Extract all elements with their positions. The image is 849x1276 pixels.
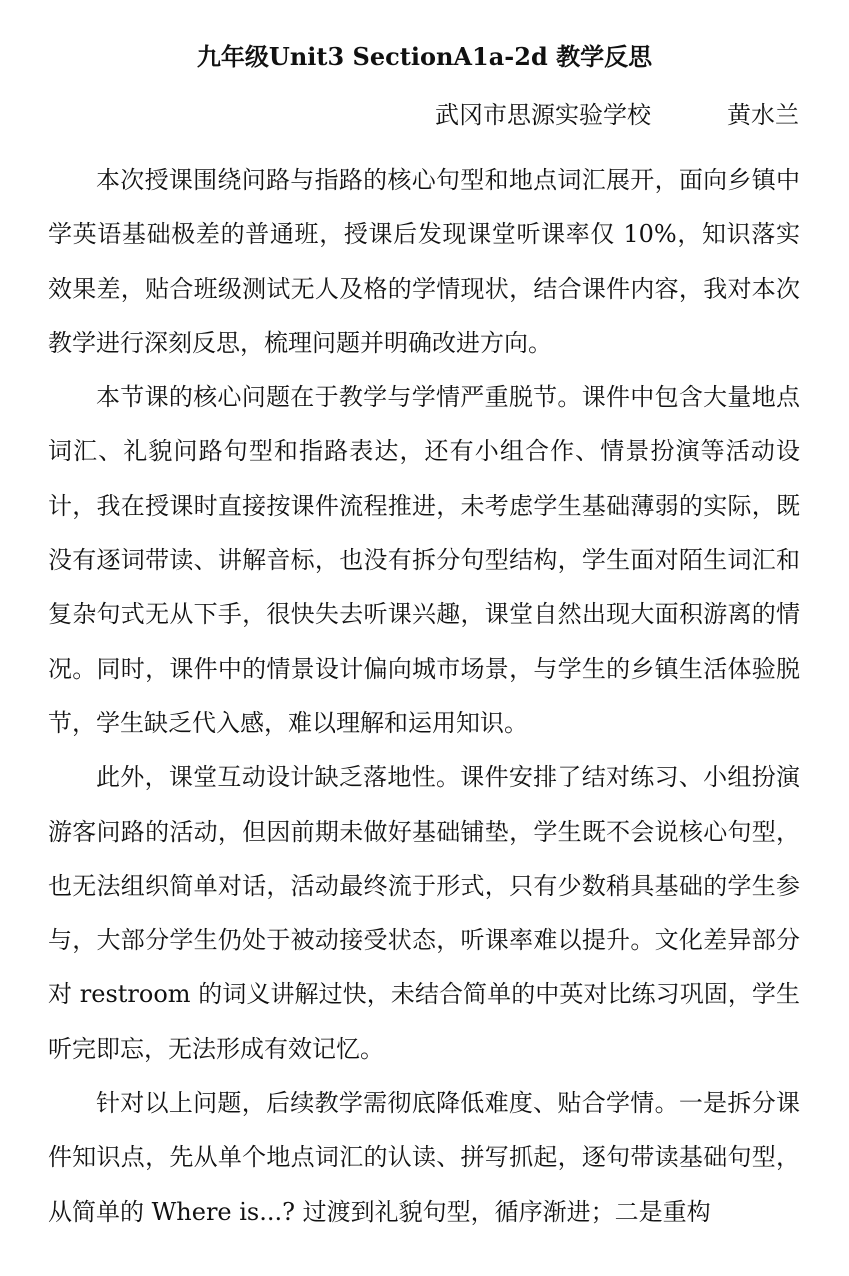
byline [435,98,799,132]
paragraph-4: 针对以上问题，后续教学需彻底降低难度、贴合学情。一是拆分课件知识点，先从单个地点词汇的认读、拼写抓起，逐句带读基础句型，从简单的 Where is...? 过渡到礼貌句型，循序渐进；二是重构 [48,1089,800,1226]
document-body [48,153,800,1239]
school-name: 武冈市思源实验学校 [435,101,651,129]
paragraph-1: 本次授课围绕问路与指路的核心句型和地点词汇展开，面向乡镇中学英语基础极差的普通班，授课后发现课堂听课率仅 10%，知识落实效果差，贴合班级测试无人及格的学情现状，结合课件内容，我对本次教学进行深刻反思，梳理问题并明确改进方向。 [48,166,800,357]
paragraph-2: 本节课的核心问题在于教学与学情严重脱节。课件中包含大量地点词汇、礼貌问路句型和指路表达，还有小组合作、情景扮演等活动设计，我在授课时直接按课件流程推进，未考虑学生基础薄弱的实际，既没有逐词带读、讲解音标，也没有拆分句型结构，学生面对陌生词汇和复杂句式无从下手，很快失去听课兴趣，课堂自然出现大面积游离的情况。同时，课件中的情景设计偏向城市场景，与学生的乡镇生活体验脱节，学生缺乏代入感，难以理解和运用知识。 [48,383,800,737]
paragraph-3: 此外，课堂互动设计缺乏落地性。课件安排了结对练习、小组扮演游客问路的活动，但因前期未做好基础铺垫，学生既不会说核心句型，也无法组织简单对话，活动最终流于形式，只有少数稍具基础的学生参与，大部分学生仍处于被动接受状态，听课率难以提升。文化差异部分对 restroom 的词义讲解过快，未结合简单的中英对比练习巩固，学生听完即忘，无法形成有效记忆。 [48,763,800,1063]
document-title: 九年级Unit3 SectionA1a-2d 教学反思 [196,42,653,71]
author-name: 黄水兰 [727,101,799,129]
